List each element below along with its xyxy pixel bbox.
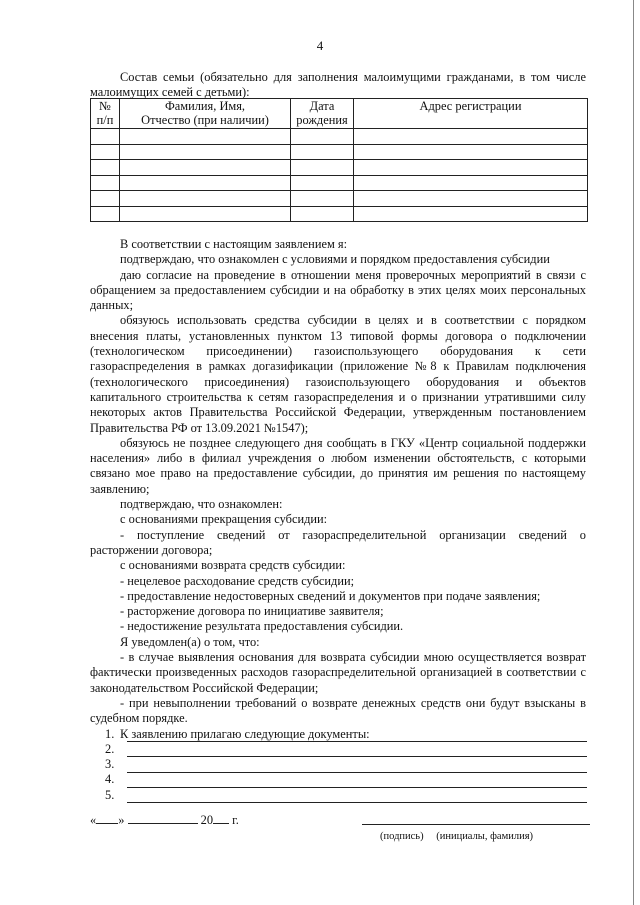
document-number: 5. [105, 787, 115, 802]
year-field[interactable] [213, 812, 229, 824]
list-item [105, 742, 587, 757]
quote-close: » [118, 813, 125, 827]
table-cell[interactable] [91, 144, 120, 160]
table-cell[interactable] [291, 175, 354, 191]
paragraph: - в случае выявления основания для возврата субсидии мною осуществляется возврат фактически произведенных расходов газораспределительной организацией в соответствии с законодательством Российской Федерации; [90, 650, 586, 695]
document-field[interactable] [127, 776, 587, 788]
list-item [105, 727, 587, 742]
table-cell[interactable] [120, 144, 291, 160]
page-edge [633, 0, 634, 905]
table-cell[interactable] [91, 175, 120, 191]
signature-captions [380, 829, 533, 844]
list-item [105, 757, 587, 772]
paragraph: - расторжение договора по инициативе заявителя; [120, 604, 384, 619]
paragraph: - недостижение результата предоставления субсидии. [120, 619, 404, 634]
family-table-header [91, 99, 588, 129]
quote-open: « [90, 813, 97, 827]
paragraph: - при невыполнении требований о возврате денежных средств они будут взысканы в судебном порядке. [90, 695, 586, 726]
paragraph: В соответствии с настоящим заявлением я: [120, 237, 348, 251]
col-number-line1: № [99, 99, 111, 113]
table-cell[interactable] [91, 160, 120, 176]
table-cell[interactable] [354, 129, 588, 145]
family-intro: Состав семьи (обязательно для заполнения малоимущими гражданами, в том числе малоимущих семей с детьми): [90, 70, 586, 100]
day-field[interactable] [96, 812, 118, 824]
paragraph: с основаниями прекращения субсидии: [120, 512, 328, 527]
table-row [91, 175, 588, 191]
table-cell[interactable] [354, 206, 588, 222]
table-cell[interactable] [120, 206, 291, 222]
table-row [91, 129, 588, 145]
table-cell[interactable] [120, 129, 291, 145]
paragraph: обязуюсь не позднее следующего дня сообщать в ГКУ «Центр социальной поддержки населения» либо в филиал учреждения о любом изменении обстоятельств, с которыми связано мое право на предоставление субсидии, до принятия им решения по настоящему заявлению; [90, 435, 586, 496]
list-item [105, 773, 587, 788]
col-birth-date [291, 99, 354, 129]
paragraph: - поступление сведений от газораспределительной организации сведений о расторжении договора; [90, 527, 586, 557]
table-cell[interactable] [291, 144, 354, 160]
signature-line[interactable] [362, 824, 590, 825]
table-row [91, 206, 588, 222]
table-cell[interactable] [91, 129, 120, 145]
table-cell[interactable] [291, 206, 354, 222]
paragraph: обязуюсь использовать средства субсидии в целях и в соответствии с порядком внесения платы, установленных пунктом 13 типовой формы договора о подключении (технологическом присоединении) газоиспользующего оборудования к сети газораспределения в рамках догазификации (приложение №8 к Правилам подключения (технологического присоединения) газоиспользующего оборудования и объектов капитального строительства к сетям газораспределения и о признании утратившими силу некоторых актов Правительства Российской Федерации, утвержденным постановлением Правительства РФ от 13.09.2021 №1547); [90, 313, 586, 435]
table-cell[interactable] [354, 160, 588, 176]
document-number: 1. [105, 726, 115, 741]
table-row [91, 191, 588, 207]
col-number-line2: п/п [96, 113, 114, 127]
document-field[interactable] [127, 791, 587, 803]
table-cell[interactable] [354, 175, 588, 191]
family-table [90, 98, 588, 222]
paragraph: К заявлению прилагаю следующие документы: [120, 726, 370, 741]
list-item [105, 788, 587, 803]
document-field[interactable] [127, 730, 587, 742]
col-full-name [120, 99, 291, 129]
table-row [91, 144, 588, 160]
document-number: 4. [105, 772, 115, 787]
col-birth-date-line2: рождения [296, 113, 348, 127]
table-row [91, 160, 588, 176]
year-prefix: 20 [200, 813, 214, 827]
table-cell[interactable] [120, 160, 291, 176]
table-cell[interactable] [291, 129, 354, 145]
paragraph: подтверждаю, что ознакомлен: [120, 497, 283, 512]
col-number [91, 99, 120, 129]
date-field [90, 812, 239, 828]
page-number: 4 [316, 38, 324, 53]
col-address: Адрес регистрации [354, 99, 588, 129]
document-field[interactable] [127, 745, 587, 757]
table-cell[interactable] [291, 191, 354, 207]
paragraph: даю согласие на проведение в отношении меня проверочных мероприятий в связи с обращением за предоставлением субсидии и на обработку в этих целях моих персональных данных; [90, 267, 586, 313]
signature-caption: (подпись) [380, 831, 424, 842]
col-birth-date-line1: Дата [309, 99, 335, 113]
table-cell[interactable] [120, 175, 291, 191]
table-cell[interactable] [291, 160, 354, 176]
statement-body [90, 237, 586, 742]
table-cell[interactable] [354, 191, 588, 207]
month-field[interactable] [128, 812, 198, 824]
table-cell[interactable] [91, 191, 120, 207]
attached-documents-list [105, 727, 587, 803]
table-cell[interactable] [91, 206, 120, 222]
table-cell[interactable] [354, 144, 588, 160]
paragraph: - нецелевое расходование средств субсидии; [120, 573, 355, 588]
document-field[interactable] [127, 761, 587, 773]
paragraph: - предоставление недостоверных сведений и документов при подаче заявления; [120, 588, 541, 603]
table-cell[interactable] [120, 191, 291, 207]
document-number: 2. [105, 742, 115, 757]
name-caption: (инициалы, фамилия) [436, 831, 534, 842]
paragraph: Я уведомлен(а) о том, что: [120, 634, 260, 649]
col-full-name-line1: Фамилия, Имя, [164, 99, 246, 113]
paragraph: с основаниями возврата средств субсидии: [120, 558, 346, 573]
paragraph: подтверждаю, что ознакомлен с условиями и порядком предоставления субсидии [120, 252, 550, 267]
year-suffix: г. [232, 813, 239, 827]
document-number: 3. [105, 757, 115, 772]
col-full-name-line2: Отчество (при наличии) [141, 113, 269, 127]
